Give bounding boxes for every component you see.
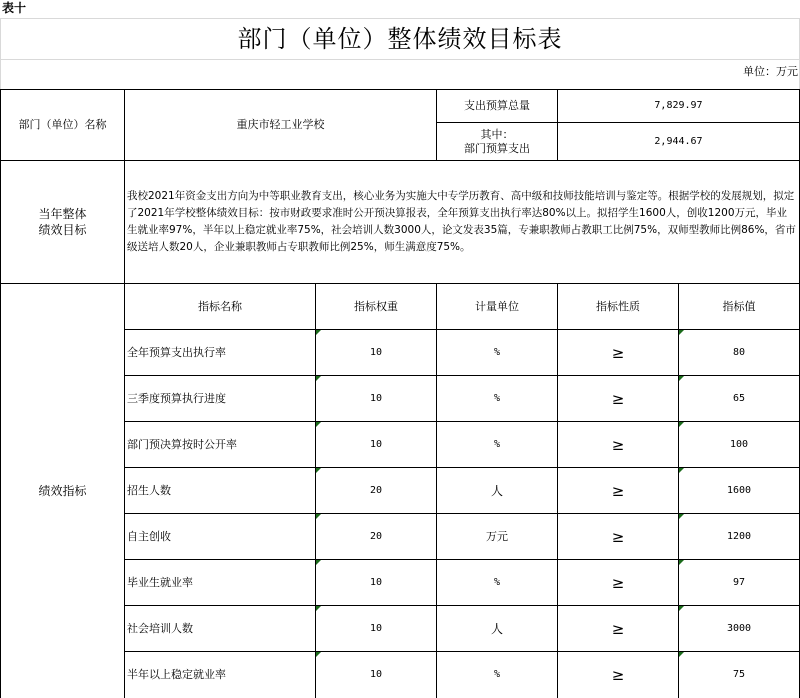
indicator-name: 毕业生就业率 <box>127 575 193 589</box>
indicator-nature: ≥ <box>611 527 625 546</box>
col-header-weight: 指标权重 <box>354 299 398 313</box>
indicator-value: 1200 <box>726 530 752 542</box>
dept-name: 重庆市轻工业学校 <box>236 118 325 131</box>
indicator-unit: % <box>493 438 501 450</box>
budget-total-value: 7,829.97 <box>654 100 703 111</box>
budget-dept-value: 2,944.67 <box>654 135 703 147</box>
unit-label: 单位：万元 <box>743 65 798 78</box>
indicator-weight: 10 <box>369 576 383 588</box>
indicator-value: 100 <box>729 438 749 450</box>
indicator-name: 半年以上稳定就业率 <box>127 667 226 681</box>
goal-label-line2: 绩效目标 <box>38 223 87 237</box>
indicator-name: 社会培训人数 <box>127 621 193 635</box>
indicator-weight: 10 <box>369 668 383 680</box>
indicator-weight: 10 <box>369 392 383 404</box>
budget-dept-label-line2: 部门预算支出 <box>464 141 530 155</box>
indicator-unit: % <box>493 668 501 680</box>
indicator-value: 75 <box>732 668 746 680</box>
table-tag: 表十 <box>2 1 27 15</box>
indicator-name: 全年预算支出执行率 <box>127 345 226 359</box>
goal-label-line1: 当年整体 <box>38 207 87 221</box>
page-title: 部门（单位）整体绩效目标表 <box>237 25 563 53</box>
col-header-name: 指标名称 <box>198 299 242 313</box>
indicator-name: 部门预决算按时公开率 <box>127 437 237 451</box>
indicator-unit: 人 <box>490 621 503 636</box>
indicator-unit: % <box>493 346 501 358</box>
indicator-weight: 10 <box>369 622 383 634</box>
indicator-unit: 人 <box>490 483 503 498</box>
indicator-value: 65 <box>732 392 746 404</box>
indicator-nature: ≥ <box>611 389 625 408</box>
budget-dept-label <box>437 123 557 160</box>
indicator-name: 三季度预算执行进度 <box>127 391 226 405</box>
indicator-weight: 20 <box>369 484 383 496</box>
dept-label: 部门（单位）名称 <box>18 118 107 131</box>
goal-label <box>1 161 124 283</box>
indicator-nature: ≥ <box>611 435 625 454</box>
indicator-nature: ≥ <box>611 665 625 684</box>
indicator-value: 80 <box>732 346 746 358</box>
indicator-nature: ≥ <box>611 343 625 362</box>
indicator-weight: 10 <box>369 438 383 450</box>
col-header-nature: 指标性质 <box>596 299 640 313</box>
indicator-name: 自主创收 <box>127 529 171 543</box>
goal-text: 我校2021年资金支出方向为中等职业教育支出，核心业务为实施大中专学历教育、高中级和技师技能培训与鉴定等。根据学校的发展规划，拟定了2021年学校整体绩效目标：按市财政要求准时公开预决算报表，全年预算支出执行率达80%以上。拟招学生1600人，创收1200万元，毕业生就业率97%，半年以上稳定就业率75%，社会培训人数3000人，论文发表35篇，专兼职教师占教职工比例75%，双师型教师比例86%，省市级送培人数20人，企业兼职教师占专职教师比例25%，师生满意度75%。 <box>127 190 796 253</box>
indicator-unit: % <box>493 576 501 588</box>
indicator-nature: ≥ <box>611 481 625 500</box>
indicator-nature: ≥ <box>611 573 625 592</box>
budget-total-label: 支出预算总量 <box>464 99 530 112</box>
budget-dept-label-line1: 其中： <box>480 127 514 141</box>
col-header-unit: 计量单位 <box>475 299 519 313</box>
indicator-weight: 10 <box>369 346 383 358</box>
indicator-value: 1600 <box>726 484 752 496</box>
gridline <box>0 59 800 60</box>
indicator-name: 招生人数 <box>127 483 171 497</box>
indicator-value: 97 <box>732 576 746 588</box>
indicator-weight: 20 <box>369 530 383 542</box>
col-header-value: 指标值 <box>722 299 756 313</box>
indicator-value: 3000 <box>726 622 752 634</box>
indicator-unit: % <box>493 392 501 404</box>
indicators-label: 绩效指标 <box>38 484 87 498</box>
indicator-nature: ≥ <box>611 619 625 638</box>
indicator-unit: 万元 <box>486 529 508 543</box>
